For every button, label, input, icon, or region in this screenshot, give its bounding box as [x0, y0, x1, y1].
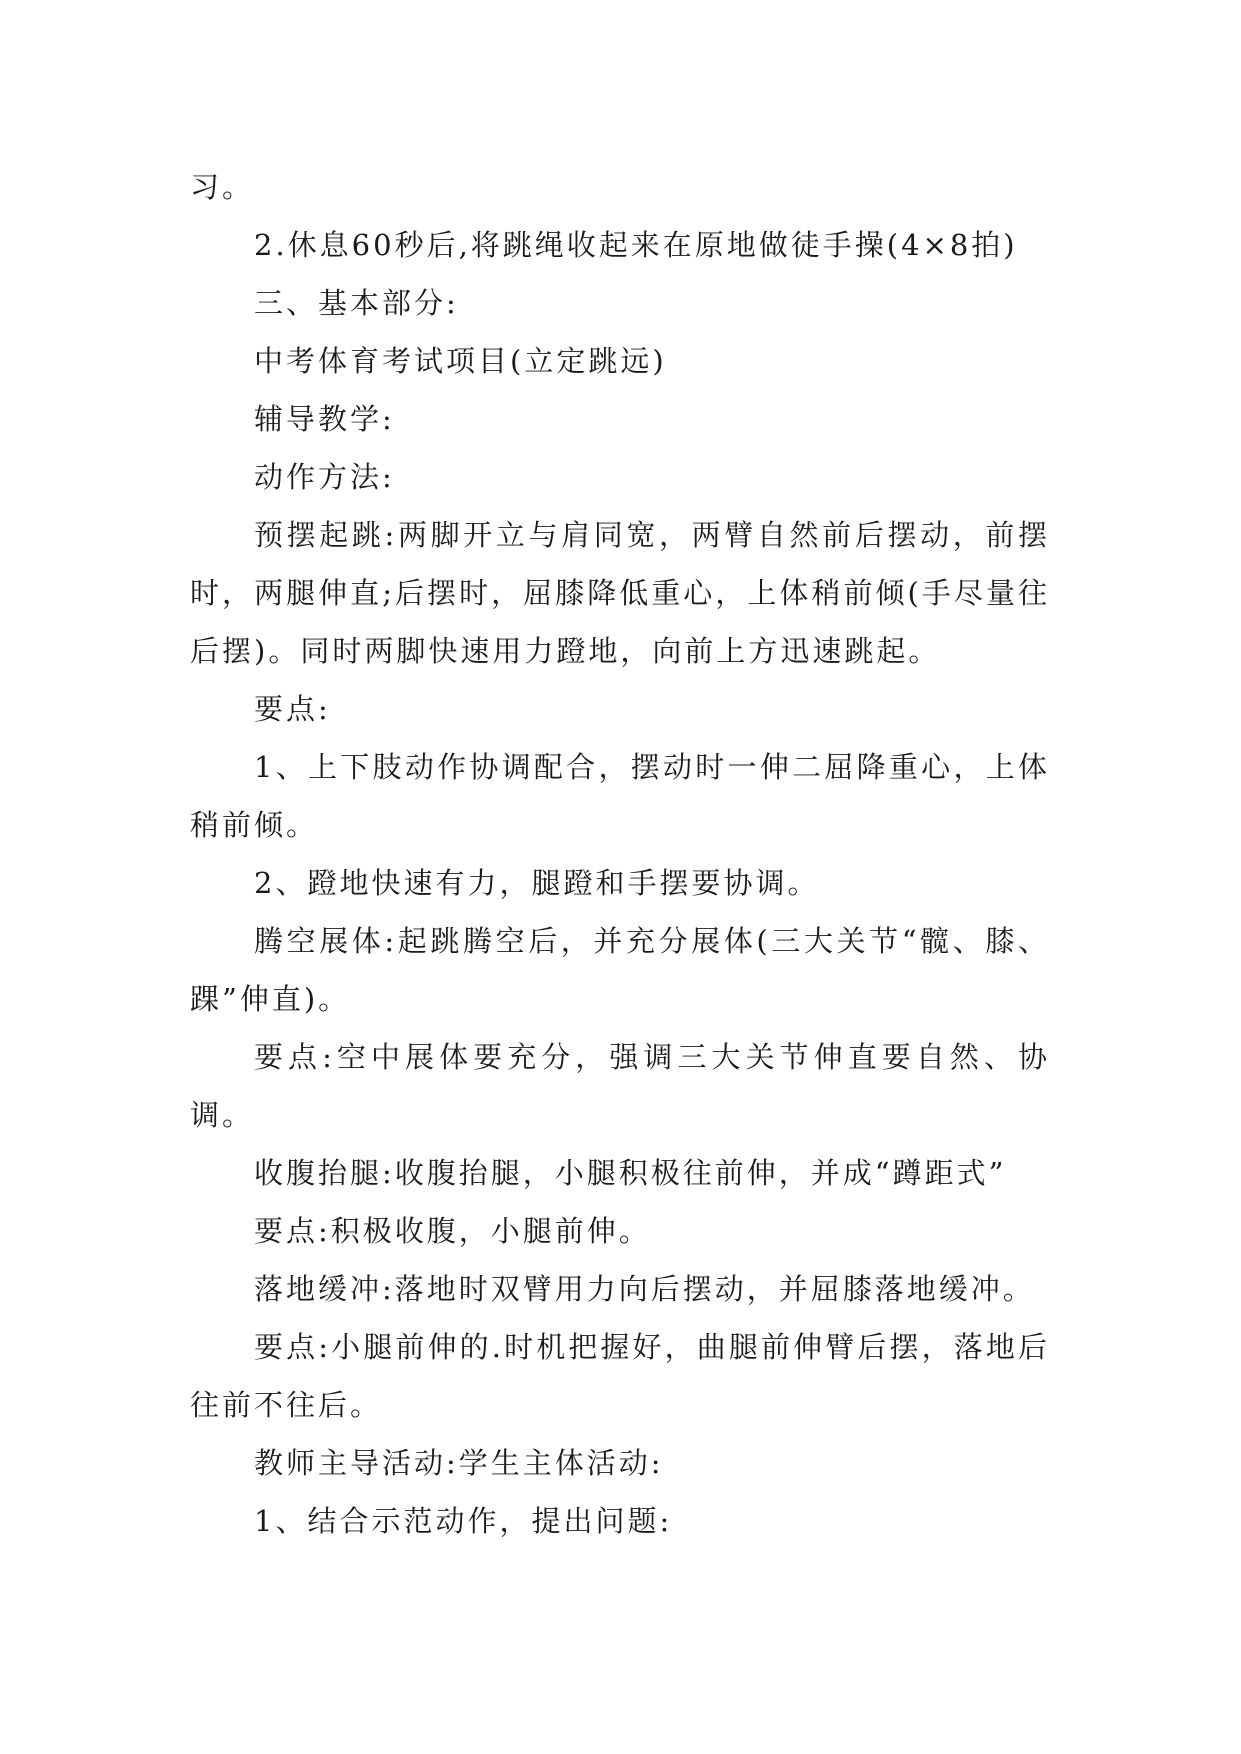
- section-heading: 三、基本部分:: [254, 286, 459, 320]
- paragraph-8: 要点:: [254, 692, 331, 726]
- paragraph-14: 要点:积极收腹，小腿前伸。: [254, 1214, 651, 1248]
- paragraph-4: 中考体育考试项目(立定跳远): [254, 344, 667, 378]
- paragraph-15: 落地缓冲:落地时双臂用力向后摆动，并屈膝落地缓冲。: [254, 1272, 1035, 1306]
- paragraph-10: 2、蹬地快速有力，腿蹬和手摆要协调。: [254, 866, 820, 900]
- paragraph-12: 要点:空中展体要充分，强调三大关节伸直要自然、协调。: [190, 1040, 1050, 1132]
- paragraph-5: 辅导教学:: [254, 402, 395, 436]
- paragraph-2: 2.休息60秒后,将跳绳收起来在原地做徒手操(4×8拍): [254, 228, 1018, 262]
- paragraph-6: 动作方法:: [254, 460, 395, 494]
- paragraph-18: 1、结合示范动作，提出问题:: [254, 1504, 673, 1538]
- paragraph-17: 教师主导活动:学生主体活动:: [254, 1446, 664, 1480]
- paragraph-9: 1、上下肢动作协调配合，摆动时一伸二屈降重心，上体稍前倾。: [190, 750, 1050, 842]
- paragraph-7: 预摆起跳:两脚开立与肩同宽，两臂自然前后摆动，前摆时，两腿伸直;后摆时，屈膝降低重心，上体稍前倾(手尽量往后摆)。同时两脚快速用力蹬地，向前上方迅速跳起。: [190, 518, 1050, 668]
- document-body: [190, 158, 1050, 1550]
- paragraph-11: 腾空展体:起跳腾空后，并充分展体(三大关节“髋、膝、踝”伸直)。: [190, 924, 1050, 1016]
- paragraph-1: 习。: [190, 170, 255, 204]
- paragraph-16: 要点:小腿前伸的.时机把握好，曲腿前伸臂后摆，落地后往前不往后。: [190, 1330, 1050, 1422]
- paragraph-13: 收腹抬腿:收腹抬腿，小腿积极往前伸，并成“蹲距式”: [254, 1156, 1007, 1190]
